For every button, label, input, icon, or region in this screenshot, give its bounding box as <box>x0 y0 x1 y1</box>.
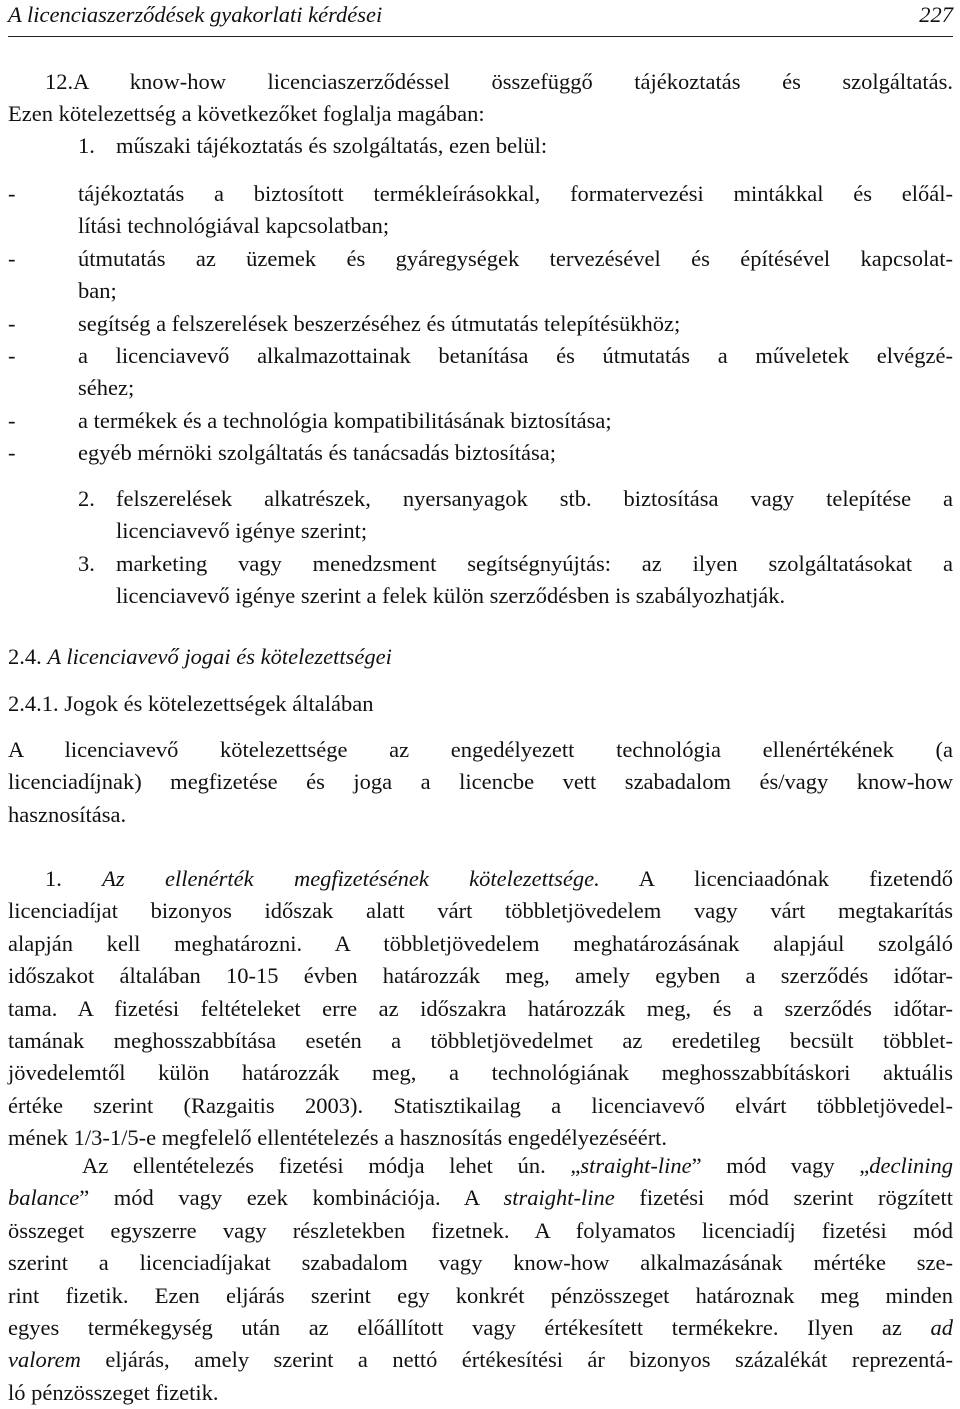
paragraph-line: licenciadíjnak) megfizetése és joga a licencbe vett szabadalom és/vagy know-how <box>8 769 953 795</box>
sub-item-3-line1: marketing vagy menedzsment segítségnyújtás: az ilyen szolgáltatásokat a <box>116 551 953 576</box>
paragraph-line <box>8 1182 953 1214</box>
bullet-line: egyéb mérnöki szolgáltatás és tanácsadás biztosítása; <box>78 440 556 465</box>
paragraph-2 <box>8 1150 953 1409</box>
text-run: egyes termékegység után az előállított vagy értékesített termékekre. Ilyen az <box>8 1315 931 1341</box>
paragraph-line <box>8 1344 953 1376</box>
bullet-line: lítási technológiával kapcsolatban; <box>78 213 390 239</box>
paragraph-line <box>8 1312 953 1344</box>
bullet-line: segítség a felszerelések beszerzéséhez és útmutatás telepítésükhöz; <box>78 311 681 336</box>
text-run: fizetési mód szerint rögzített <box>614 1185 953 1211</box>
bullet-line: séhez; <box>78 375 135 401</box>
section-2-4-1-number: 2.4.1. <box>8 691 59 716</box>
paragraph-line: összeget egyszerre vagy részletekben fizetnek. A folyamatos licenciadíj fizetési mód <box>8 1217 953 1243</box>
bullet-line: tájékoztatás a biztosított termékleírásokkal, formatervezési mintákkal és előál- <box>78 181 953 206</box>
bullet-item <box>8 178 953 243</box>
sub-item-2-line1: felszerelések alkatrészek, nyersanyagok stb. biztosítása vagy telepítése a <box>116 486 953 511</box>
paragraph-line: alapján kell meghatározni. A többletjövedelem meghatározásának alapjául szolgáló <box>8 930 953 956</box>
page-number: 227 <box>919 2 953 27</box>
paragraph-line: értéke szerint (Razgaitis 2003). Statisztikailag a licenciavevő elvárt többletjövedel- <box>8 1092 953 1118</box>
bullet-dash: - <box>8 181 16 206</box>
italic-term: straight-line <box>580 1153 692 1178</box>
paragraph-line: szerint a licenciadíjakat szabadalom vagy know-how alkalmazásának mértéke sze- <box>8 1250 953 1276</box>
bullet-dash: - <box>8 343 16 368</box>
section-2-4-1-title: Jogok és kötelezettségek általában <box>64 691 374 716</box>
italic-term: balance <box>8 1185 80 1211</box>
paragraph-1-heading: Az ellenérték megfizetésének kötelezettsége. <box>102 866 600 891</box>
text-run: eljárás, amely szerint a nettó értékesítési ár bizonyos százalékát reprezentá- <box>80 1347 953 1373</box>
item-12 <box>8 66 953 131</box>
item-12-line2: Ezen kötelezettség a következőket foglalja magában: <box>8 101 485 127</box>
running-header <box>8 0 953 37</box>
paragraph-line: ló pénzösszeget fizetik. <box>8 1379 219 1405</box>
sub-item-3-line2: licenciavevő igénye szerint a felek külön szerződésben is szabályozhatják. <box>116 583 786 609</box>
paragraph-line: mének 1/3-1/5-e megfelelő ellentételezés a hasznosítás engedélyezéséért. <box>8 1125 668 1151</box>
sub-item-3-number: 3. <box>78 551 95 576</box>
bullet-line: útmutatás az üzemek és gyáregységek tervezésével és építésével kapcsolat- <box>78 246 953 271</box>
italic-term: straight-line <box>503 1185 615 1211</box>
paragraph-line: A licenciavevő kötelezettsége az engedélyezett technológia ellenértékének (a <box>8 737 953 762</box>
sub-item-2-number: 2. <box>78 486 95 511</box>
italic-term: declining <box>869 1153 953 1178</box>
bullet-item <box>8 340 953 405</box>
text-run: ” mód vagy ezek kombinációja. A <box>79 1185 504 1211</box>
italic-term: ad <box>930 1315 953 1341</box>
sub-item-3 <box>8 548 953 613</box>
bullet-item <box>8 437 953 469</box>
bullet-dash: - <box>8 440 16 465</box>
paragraph-line: időszakot általában 10-15 évben határozzák meg, amely egyben a szerződés időtar- <box>8 963 953 989</box>
sub-item-1 <box>8 130 953 162</box>
bullet-dash: - <box>8 246 16 271</box>
sub-item-1-number: 1. <box>78 133 95 158</box>
paragraph-line: tama. A fizetési feltételeket erre az időszakra határozzák meg, és a szerződés időtar- <box>8 995 953 1021</box>
bullet-line: a licenciavevő alkalmazottainak betanítása és útmutatás a műveletek elvégzé- <box>78 343 953 368</box>
text-run: Az ellentételezés fizetési módja lehet ún. „ <box>82 1153 581 1178</box>
section-2-4-title: A licenciavevő jogai és kötelezettségei <box>47 644 392 669</box>
paragraph-line: hasznosítása. <box>8 801 127 827</box>
paragraph-line: jövedelemtől külön határozzák meg, a technológiának meghosszabbításkori aktuális <box>8 1060 953 1086</box>
bullet-dash: - <box>8 311 16 336</box>
intro-paragraph <box>8 734 953 831</box>
paragraph-line: licenciadíjat bizonyos időszak alatt várt többletjövedelem vagy várt megtakarítás <box>8 898 953 924</box>
sub-item-2-line2: licenciavevő igénye szerint; <box>116 518 368 544</box>
bullet-item <box>8 308 953 340</box>
paragraph-line: tamának meghosszabbítása esetén a többletjövedelmet az eredetileg becsült többlet- <box>8 1028 953 1054</box>
bullet-line: a termékek és a technológia kompatibilitásának biztosítása; <box>78 408 612 433</box>
paragraph-1 <box>8 863 953 1155</box>
paragraph-line <box>8 1150 953 1182</box>
text-run: ” mód vagy „ <box>691 1153 870 1178</box>
italic-term: valorem <box>8 1347 81 1373</box>
paragraph-1-lead: 1. <box>45 866 103 891</box>
item-12-line1: 12.A know-how licenciaszerződéssel összefüggő tájékoztatás és szolgáltatás. <box>45 69 953 94</box>
section-heading-2-4 <box>8 641 953 673</box>
section-heading-2-4-1 <box>8 688 953 720</box>
bullet-item <box>8 243 953 308</box>
section-2-4-number: 2.4. <box>8 644 42 669</box>
bullet-dash: - <box>8 408 16 433</box>
bullet-item <box>8 405 953 437</box>
paragraph-1-rest: A licenciaadónak fizetendő <box>599 866 953 891</box>
header-title: A licenciaszerződések gyakorlati kérdései <box>8 2 383 27</box>
paragraph-line <box>8 863 953 895</box>
sub-item-2 <box>8 483 953 548</box>
bullet-line: ban; <box>78 278 117 304</box>
sub-item-1-text: műszaki tájékoztatás és szolgáltatás, ezen belül: <box>116 133 548 158</box>
paragraph-line: rint fizetik. Ezen eljárás szerint egy konkrét pénzösszeget határoznak meg minden <box>8 1282 953 1308</box>
